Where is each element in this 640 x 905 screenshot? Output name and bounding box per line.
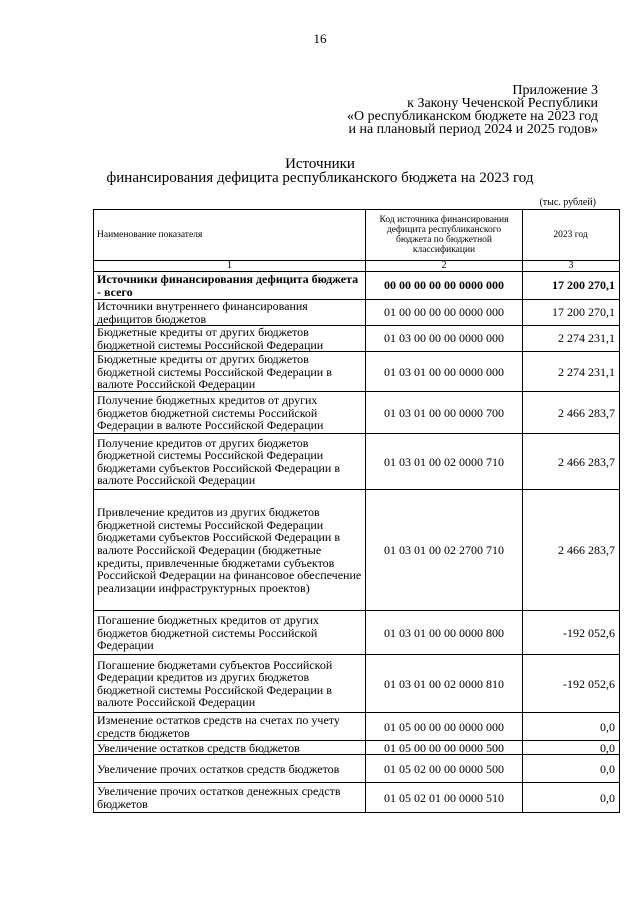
table-row bbox=[94, 713, 620, 741]
column-number: 3 bbox=[523, 261, 620, 272]
source-code-cell: 01 05 00 00 00 0000 500 bbox=[366, 741, 523, 755]
amount-cell: -192 052,6 bbox=[523, 611, 620, 655]
source-code-cell: 01 03 01 00 02 0000 810 bbox=[366, 655, 523, 713]
source-code-cell: 01 03 01 00 00 0000 000 bbox=[366, 352, 523, 392]
indicator-name-cell: Увеличение прочих остатков средств бюджетов bbox=[94, 755, 366, 783]
indicator-name-cell: Источники финансирования дефицита бюджета - всего bbox=[94, 272, 366, 300]
amount-cell: 0,0 bbox=[523, 741, 620, 755]
indicator-name-cell: Увеличение прочих остатков денежных средств бюджетов bbox=[94, 783, 366, 813]
amount-cell: 17 200 270,1 bbox=[523, 300, 620, 326]
source-code-cell: 01 03 01 00 02 0000 710 bbox=[366, 434, 523, 490]
column-number: 2 bbox=[366, 261, 523, 272]
appendix-law-title: «О республиканском бюджете на 2023 год bbox=[347, 109, 598, 124]
amount-cell: -192 052,6 bbox=[523, 655, 620, 713]
column-number: 1 bbox=[94, 261, 366, 272]
title-line-1: Источники bbox=[285, 156, 355, 172]
indicator-name-cell: Бюджетные кредиты от других бюджетов бюджетной системы Российской Федерации bbox=[94, 326, 366, 352]
financing-sources-table bbox=[93, 209, 620, 813]
amount-cell: 17 200 270,1 bbox=[523, 272, 620, 300]
table-row bbox=[94, 434, 620, 490]
table-row bbox=[94, 741, 620, 755]
source-code-cell: 01 05 02 01 00 0000 510 bbox=[366, 783, 523, 813]
amount-cell: 0,0 bbox=[523, 755, 620, 783]
header-source-code: Код источника финансирования дефицита республиканского бюджета по бюджетной классификации bbox=[366, 210, 523, 261]
column-number-row bbox=[94, 261, 620, 272]
source-code-cell: 01 03 00 00 00 0000 000 bbox=[366, 326, 523, 352]
table-row bbox=[94, 326, 620, 352]
amount-cell: 2 274 231,1 bbox=[523, 352, 620, 392]
amount-cell: 0,0 bbox=[523, 783, 620, 813]
table-row bbox=[94, 611, 620, 655]
table-row bbox=[94, 655, 620, 713]
source-code-cell: 00 00 00 00 00 0000 000 bbox=[366, 272, 523, 300]
table-row bbox=[94, 392, 620, 434]
header-year: 2023 год bbox=[523, 210, 620, 261]
document-title bbox=[40, 157, 600, 185]
table-row bbox=[94, 490, 620, 611]
table-row bbox=[94, 352, 620, 392]
source-code-cell: 01 00 00 00 00 0000 000 bbox=[366, 300, 523, 326]
indicator-name-cell: Увеличение остатков средств бюджетов bbox=[94, 741, 366, 755]
amount-cell: 2 466 283,7 bbox=[523, 392, 620, 434]
page-number: 16 bbox=[313, 31, 327, 46]
appendix-header bbox=[178, 84, 598, 136]
source-code-cell: 01 03 01 00 00 0000 700 bbox=[366, 392, 523, 434]
indicator-name-cell: Источники внутреннего финансирования дефицитов бюджетов bbox=[94, 300, 366, 326]
table-body bbox=[94, 272, 620, 813]
amount-cell: 0,0 bbox=[523, 713, 620, 741]
amount-cell: 2 274 231,1 bbox=[523, 326, 620, 352]
title-line-2: финансирования дефицита республиканского бюджета на 2023 год bbox=[106, 170, 534, 186]
amount-cell: 2 466 283,7 bbox=[523, 490, 620, 611]
header-indicator-name: Наименование показателя bbox=[94, 210, 366, 261]
table-row bbox=[94, 755, 620, 783]
indicator-name-cell: Получение кредитов от других бюджетов бюджетной системы Российской Федерации бюджетами субъектов Российской Федерации в валюте Российской Федерации bbox=[94, 434, 366, 490]
indicator-name-cell: Привлечение кредитов из других бюджетов бюджетной системы Российской Федерации бюджетами субъектов Российской Федерации в валюте Российской Федерации (бюджетные кредиты, привлеченные бюджетами субъектов Российской Федерации на финансовое обеспечение реализации инфраструктурных проектов) bbox=[94, 490, 366, 611]
table-row bbox=[94, 783, 620, 813]
source-code-cell: 01 05 02 00 00 0000 500 bbox=[366, 755, 523, 783]
indicator-name-cell: Получение бюджетных кредитов от других бюджетов бюджетной системы Российской Федерации в валюте Российской Федерации bbox=[94, 392, 366, 434]
appendix-law-period: и на плановый период 2024 и 2025 годов» bbox=[348, 122, 598, 137]
table-row bbox=[94, 272, 620, 300]
table-header-row bbox=[94, 210, 620, 261]
indicator-name-cell: Погашение бюджетами субъектов Российской Федерации кредитов из других бюджетов бюджетной системы Российской Федерации в валюте Российской Федерации bbox=[94, 655, 366, 713]
source-code-cell: 01 03 01 00 02 2700 710 bbox=[366, 490, 523, 611]
appendix-label: Приложение 3 bbox=[512, 83, 598, 98]
indicator-name-cell: Изменение остатков средств на счетах по учету средств бюджетов bbox=[94, 713, 366, 741]
indicator-name-cell: Бюджетные кредиты от других бюджетов бюджетной системы Российской Федерации в валюте Российской Федерации bbox=[94, 352, 366, 392]
source-code-cell: 01 05 00 00 00 0000 000 bbox=[366, 713, 523, 741]
amount-cell: 2 466 283,7 bbox=[523, 434, 620, 490]
appendix-law: к Закону Чеченской Республики bbox=[407, 96, 598, 111]
unit-note: (тыс. рублей) bbox=[539, 197, 596, 208]
indicator-name-cell: Погашение бюджетных кредитов от других бюджетов бюджетной системы Российской Федерации bbox=[94, 611, 366, 655]
source-code-cell: 01 03 01 00 00 0000 800 bbox=[366, 611, 523, 655]
table-row bbox=[94, 300, 620, 326]
